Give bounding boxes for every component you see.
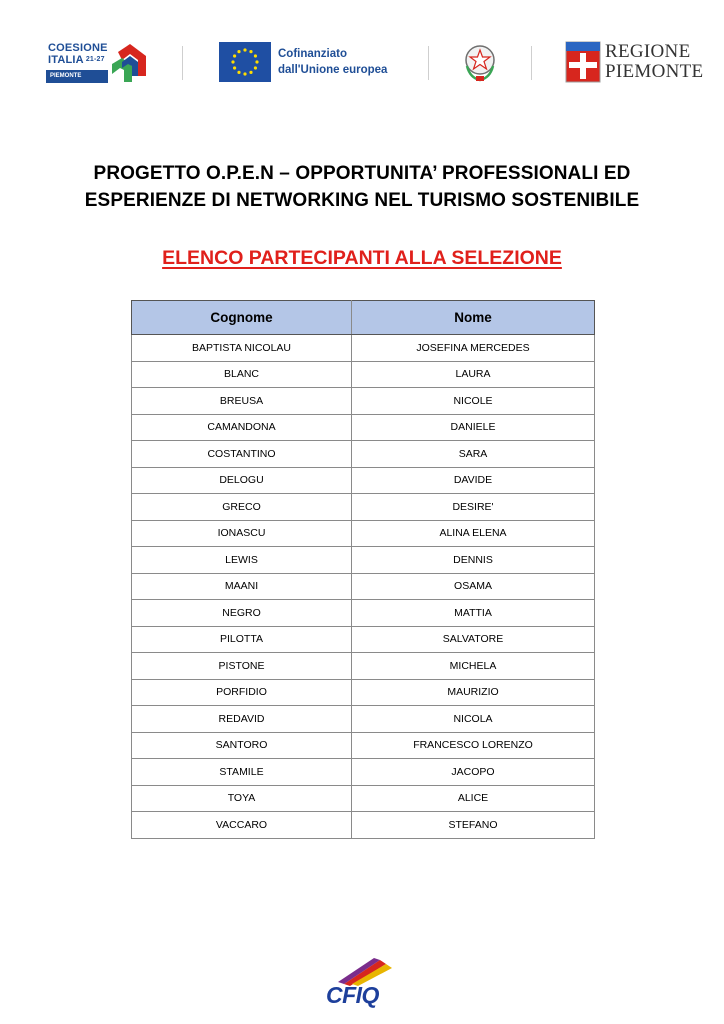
table-row — [132, 732, 595, 759]
cell-cognome: VACCARO — [132, 812, 352, 839]
header-logos — [0, 0, 724, 100]
table-row — [132, 547, 595, 574]
table-row — [132, 335, 595, 362]
document-title — [0, 160, 724, 214]
coesione-line1: COESIONE — [48, 42, 108, 54]
title-line2: ESPERIENZE DI NETWORKING NEL TURISMO SOSTENIBILE — [84, 190, 640, 211]
cell-cognome: PORFIDIO — [132, 679, 352, 706]
coesione-line2 — [48, 54, 105, 66]
cell-nome: DESIRE' — [352, 494, 595, 521]
header-nome: Nome — [352, 301, 595, 335]
cell-nome: MICHELA — [352, 653, 595, 680]
table-row — [132, 626, 595, 653]
table-row — [132, 520, 595, 547]
cell-nome: ALICE — [352, 785, 595, 812]
regione-shield-icon — [565, 41, 601, 83]
cell-nome: SALVATORE — [352, 626, 595, 653]
cfiq-logo — [322, 956, 402, 1012]
cell-nome: ALINA ELENA — [352, 520, 595, 547]
cell-nome: DANIELE — [352, 414, 595, 441]
coesione-years: 21-27 — [85, 56, 105, 63]
table-row — [132, 414, 595, 441]
table-row — [132, 494, 595, 521]
table-row — [132, 573, 595, 600]
document-subtitle — [0, 245, 724, 271]
cell-cognome: NEGRO — [132, 600, 352, 627]
table-row — [132, 441, 595, 468]
coesione-italia-logo — [46, 40, 152, 86]
regione-line2: PIEMONTE — [605, 61, 704, 82]
cell-nome: NICOLA — [352, 706, 595, 733]
table-body — [132, 335, 595, 839]
table-row — [132, 361, 595, 388]
eu-flag-icon — [219, 42, 271, 82]
title-line1: PROGETTO O.P.E.N – OPPORTUNITA’ PROFESSIONALI ED — [93, 163, 631, 184]
italian-emblem-icon — [462, 40, 498, 84]
subtitle-text: ELENCO PARTECIPANTI ALLA SELEZIONE — [162, 247, 562, 269]
cell-nome: DAVIDE — [352, 467, 595, 494]
cell-nome: STEFANO — [352, 812, 595, 839]
coesione-region: PIEMONTE — [46, 70, 108, 83]
cell-nome: JOSEFINA MERCEDES — [352, 335, 595, 362]
logo-divider — [531, 46, 532, 80]
cell-cognome: CAMANDONA — [132, 414, 352, 441]
cfiq-wordmark: CFIQ — [326, 982, 379, 1008]
cell-cognome: PILOTTA — [132, 626, 352, 653]
cell-nome: MATTIA — [352, 600, 595, 627]
cell-cognome: STAMILE — [132, 759, 352, 786]
header-cognome: Cognome — [132, 301, 352, 335]
table-row — [132, 759, 595, 786]
table-row — [132, 467, 595, 494]
table-row — [132, 388, 595, 415]
cell-cognome: IONASCU — [132, 520, 352, 547]
cell-cognome: TOYA — [132, 785, 352, 812]
cell-nome: LAURA — [352, 361, 595, 388]
cell-cognome: DELOGU — [132, 467, 352, 494]
cell-cognome: PISTONE — [132, 653, 352, 680]
participants-table — [131, 300, 595, 839]
cell-nome: OSAMA — [352, 573, 595, 600]
eu-line2: dall'Unione europea — [278, 64, 388, 76]
cell-cognome: MAANI — [132, 573, 352, 600]
cell-nome: FRANCESCO LORENZO — [352, 732, 595, 759]
table-row — [132, 706, 595, 733]
table-row — [132, 785, 595, 812]
coesione-logo-icon — [108, 42, 150, 84]
table-row — [132, 600, 595, 627]
cell-nome: JACOPO — [352, 759, 595, 786]
logo-divider — [428, 46, 429, 80]
cell-nome: MAURIZIO — [352, 679, 595, 706]
coesione-italia-text: ITALIA — [48, 54, 84, 66]
table-row — [132, 679, 595, 706]
cell-cognome: BAPTISTA NICOLAU — [132, 335, 352, 362]
cell-nome: DENNIS — [352, 547, 595, 574]
table-header-row — [132, 301, 595, 335]
cell-nome: NICOLE — [352, 388, 595, 415]
cell-cognome: BREUSA — [132, 388, 352, 415]
logo-divider — [182, 46, 183, 80]
eu-line1: Cofinanziato — [278, 48, 347, 60]
cell-cognome: COSTANTINO — [132, 441, 352, 468]
regione-line1: REGIONE — [605, 41, 691, 62]
regione-piemonte-logo — [565, 41, 704, 85]
table-row — [132, 653, 595, 680]
cell-cognome: SANTORO — [132, 732, 352, 759]
cell-cognome: LEWIS — [132, 547, 352, 574]
table-row — [132, 812, 595, 839]
cell-nome: SARA — [352, 441, 595, 468]
cell-cognome: GRECO — [132, 494, 352, 521]
eu-cofunding-text — [278, 46, 387, 78]
cell-cognome: REDAVID — [132, 706, 352, 733]
cell-cognome: BLANC — [132, 361, 352, 388]
